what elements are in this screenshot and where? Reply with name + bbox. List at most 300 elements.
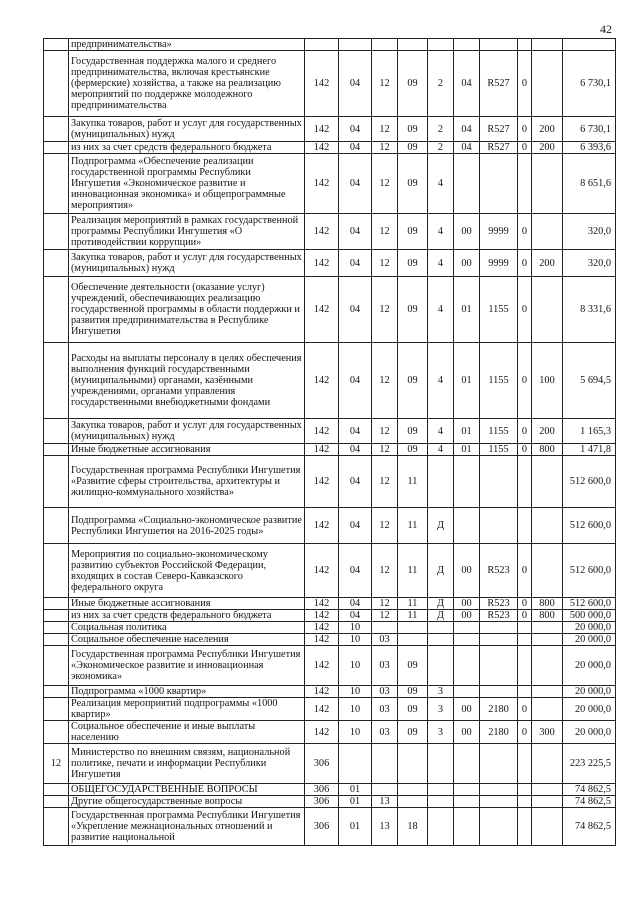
ministry-code-cell: 142 — [305, 142, 339, 154]
subsection-code-cell: 12 — [372, 508, 398, 544]
direction-code-cell — [480, 154, 518, 214]
direction-code-cell — [480, 686, 518, 698]
ministry-code-cell: 142 — [305, 456, 339, 508]
subprogram-code-cell — [428, 622, 454, 634]
expense-type-cell — [532, 39, 563, 51]
section-code-cell: 01 — [339, 808, 372, 846]
subsection-code-cell: 12 — [372, 250, 398, 277]
activity-code-cell: 01 — [454, 419, 480, 444]
direction-code-cell — [480, 808, 518, 846]
table-row — [44, 117, 616, 142]
subsection-code-cell — [372, 784, 398, 796]
table-row — [44, 142, 616, 154]
direction-code-cell: R527 — [480, 117, 518, 142]
expense-type-cell — [532, 784, 563, 796]
activity-code-cell — [454, 744, 480, 784]
subsection-code-cell: 12 — [372, 277, 398, 343]
row-name-cell: Расходы на выплаты персоналу в целях обеспечения выполнения функций государственными (муниципальными) органами, казёнными учреждениями, органами управления государственными внебюджетными фондами — [69, 343, 305, 419]
subsection-code-cell: 03 — [372, 698, 398, 721]
row-name-cell: Обеспечение деятельности (оказание услуг) учреждений, обеспечивающих реализацию государственной программы в области поддержки и развития предпринимательства в Республике Ингушетия — [69, 277, 305, 343]
activity-code-cell: 00 — [454, 598, 480, 610]
amount-cell: 512 600,0 — [563, 508, 616, 544]
extra-code-cell: 0 — [518, 610, 532, 622]
row-number-cell — [44, 610, 69, 622]
row-number-cell — [44, 808, 69, 846]
activity-code-cell — [454, 508, 480, 544]
row-name-cell: Закупка товаров, работ и услуг для государственных (муниципальных) нужд — [69, 117, 305, 142]
subsection-code-cell: 12 — [372, 610, 398, 622]
program-code-cell: 09 — [398, 117, 428, 142]
row-number-cell — [44, 698, 69, 721]
table-row — [44, 39, 616, 51]
extra-code-cell — [518, 634, 532, 646]
direction-code-cell — [480, 634, 518, 646]
activity-code-cell — [454, 154, 480, 214]
section-code-cell: 10 — [339, 646, 372, 686]
section-code-cell: 04 — [339, 117, 372, 142]
section-code-cell: 04 — [339, 51, 372, 117]
table-row — [44, 796, 616, 808]
row-name-cell: из них за счет средств федерального бюджета — [69, 142, 305, 154]
extra-code-cell — [518, 744, 532, 784]
amount-cell: 512 600,0 — [563, 544, 616, 598]
amount-cell: 20 000,0 — [563, 721, 616, 744]
expense-type-cell — [532, 51, 563, 117]
extra-code-cell — [518, 784, 532, 796]
table-row — [44, 456, 616, 508]
row-number-cell — [44, 646, 69, 686]
program-code-cell: 09 — [398, 250, 428, 277]
extra-code-cell: 0 — [518, 444, 532, 456]
subprogram-code-cell — [428, 646, 454, 686]
subsection-code-cell: 12 — [372, 419, 398, 444]
amount-cell: 5 694,5 — [563, 343, 616, 419]
activity-code-cell: 00 — [454, 250, 480, 277]
activity-code-cell — [454, 784, 480, 796]
table-row — [44, 622, 616, 634]
subsection-code-cell: 12 — [372, 142, 398, 154]
section-code-cell: 10 — [339, 686, 372, 698]
program-code-cell: 09 — [398, 154, 428, 214]
section-code-cell: 10 — [339, 698, 372, 721]
row-number-cell — [44, 686, 69, 698]
ministry-code-cell: 306 — [305, 744, 339, 784]
section-code-cell: 04 — [339, 508, 372, 544]
table-row — [44, 250, 616, 277]
ministry-code-cell: 142 — [305, 646, 339, 686]
amount-cell: 1 165,3 — [563, 419, 616, 444]
ministry-code-cell: 142 — [305, 343, 339, 419]
extra-code-cell: 0 — [518, 698, 532, 721]
expense-type-cell — [532, 808, 563, 846]
expense-type-cell — [532, 544, 563, 598]
table-row — [44, 277, 616, 343]
activity-code-cell: 04 — [454, 117, 480, 142]
page-number: 42 — [600, 22, 612, 36]
ministry-code-cell: 142 — [305, 444, 339, 456]
row-number-cell — [44, 250, 69, 277]
row-name-cell: Подпрограмма «Социально-экономическое развитие Республики Ингушетия на 2016-2025 годы» — [69, 508, 305, 544]
table-row — [44, 154, 616, 214]
subsection-code-cell: 12 — [372, 598, 398, 610]
subsection-code-cell: 12 — [372, 544, 398, 598]
program-code-cell: 09 — [398, 721, 428, 744]
activity-code-cell: 01 — [454, 277, 480, 343]
extra-code-cell — [518, 796, 532, 808]
subprogram-code-cell — [428, 39, 454, 51]
extra-code-cell — [518, 808, 532, 846]
subprogram-code-cell — [428, 784, 454, 796]
ministry-code-cell: 142 — [305, 419, 339, 444]
row-number-cell — [44, 51, 69, 117]
direction-code-cell: 1155 — [480, 277, 518, 343]
row-number-cell — [44, 39, 69, 51]
subprogram-code-cell — [428, 808, 454, 846]
expense-type-cell — [532, 622, 563, 634]
section-code-cell: 01 — [339, 784, 372, 796]
amount-cell: 500 000,0 — [563, 610, 616, 622]
direction-code-cell: 2180 — [480, 721, 518, 744]
subprogram-code-cell — [428, 796, 454, 808]
row-name-cell: из них за счет средств федерального бюджета — [69, 610, 305, 622]
subsection-code-cell: 12 — [372, 51, 398, 117]
subprogram-code-cell: Д — [428, 544, 454, 598]
subsection-code-cell — [372, 622, 398, 634]
direction-code-cell: R523 — [480, 610, 518, 622]
subprogram-code-cell: 3 — [428, 721, 454, 744]
table-row — [44, 721, 616, 744]
row-number-cell: 12 — [44, 744, 69, 784]
amount-cell: 20 000,0 — [563, 622, 616, 634]
ministry-code-cell: 142 — [305, 634, 339, 646]
table-row — [44, 808, 616, 846]
subsection-code-cell: 12 — [372, 117, 398, 142]
extra-code-cell — [518, 686, 532, 698]
subsection-code-cell: 12 — [372, 214, 398, 250]
program-code-cell — [398, 634, 428, 646]
row-number-cell — [44, 796, 69, 808]
amount-cell: 20 000,0 — [563, 634, 616, 646]
section-code-cell: 04 — [339, 154, 372, 214]
row-name-cell: Реализация мероприятий в рамках государственной программы Республики Ингушетия «О противодействии коррупции» — [69, 214, 305, 250]
row-name-cell: Подпрограмма «Обеспечение реализации государственной программы Республики Ингушетия «Экономическое развитие и инновационная экономика» и общепрограммные мероприятия» — [69, 154, 305, 214]
expense-type-cell: 800 — [532, 444, 563, 456]
table-row — [44, 343, 616, 419]
table-row — [44, 508, 616, 544]
program-code-cell — [398, 744, 428, 784]
program-code-cell — [398, 39, 428, 51]
activity-code-cell: 00 — [454, 544, 480, 598]
program-code-cell — [398, 784, 428, 796]
expense-type-cell — [532, 646, 563, 686]
activity-code-cell: 01 — [454, 444, 480, 456]
direction-code-cell: 1155 — [480, 419, 518, 444]
activity-code-cell: 00 — [454, 610, 480, 622]
program-code-cell: 11 — [398, 544, 428, 598]
expense-type-cell — [532, 456, 563, 508]
extra-code-cell: 0 — [518, 419, 532, 444]
activity-code-cell — [454, 456, 480, 508]
row-name-cell: Другие общегосударственные вопросы — [69, 796, 305, 808]
amount-cell: 320,0 — [563, 250, 616, 277]
activity-code-cell — [454, 634, 480, 646]
ministry-code-cell: 142 — [305, 277, 339, 343]
program-code-cell: 09 — [398, 646, 428, 686]
expense-type-cell: 300 — [532, 721, 563, 744]
section-code-cell: 04 — [339, 214, 372, 250]
amount-cell: 74 862,5 — [563, 784, 616, 796]
section-code-cell: 04 — [339, 277, 372, 343]
subprogram-code-cell — [428, 634, 454, 646]
row-name-cell: Социальная политика — [69, 622, 305, 634]
amount-cell: 20 000,0 — [563, 698, 616, 721]
expense-type-cell: 200 — [532, 117, 563, 142]
activity-code-cell: 00 — [454, 721, 480, 744]
row-name-cell: Иные бюджетные ассигнования — [69, 444, 305, 456]
section-code-cell: 10 — [339, 622, 372, 634]
expense-type-cell — [532, 634, 563, 646]
subprogram-code-cell: 4 — [428, 250, 454, 277]
extra-code-cell — [518, 646, 532, 686]
expense-type-cell — [532, 214, 563, 250]
subprogram-code-cell: Д — [428, 598, 454, 610]
amount-cell: 1 471,8 — [563, 444, 616, 456]
expense-type-cell — [532, 508, 563, 544]
amount-cell — [563, 39, 616, 51]
direction-code-cell: R527 — [480, 51, 518, 117]
extra-code-cell: 0 — [518, 721, 532, 744]
row-name-cell: ОБЩЕГОСУДАРСТВЕННЫЕ ВОПРОСЫ — [69, 784, 305, 796]
section-code-cell: 04 — [339, 610, 372, 622]
amount-cell: 8 651,6 — [563, 154, 616, 214]
section-code-cell — [339, 39, 372, 51]
subprogram-code-cell — [428, 744, 454, 784]
ministry-code-cell: 142 — [305, 154, 339, 214]
activity-code-cell — [454, 686, 480, 698]
row-number-cell — [44, 419, 69, 444]
row-name-cell: Социальное обеспечение и иные выплаты населению — [69, 721, 305, 744]
row-name-cell: Государственная поддержка малого и среднего предпринимательства, включая крестьянские (фермерские) хозяйства, а также на реализацию мероприятий по поддержке молодежного предпринимательства — [69, 51, 305, 117]
program-code-cell — [398, 796, 428, 808]
section-code-cell: 04 — [339, 250, 372, 277]
subsection-code-cell: 03 — [372, 646, 398, 686]
section-code-cell: 04 — [339, 544, 372, 598]
expense-type-cell — [532, 796, 563, 808]
ministry-code-cell: 142 — [305, 214, 339, 250]
subsection-code-cell: 03 — [372, 721, 398, 744]
extra-code-cell: 0 — [518, 250, 532, 277]
ministry-code-cell: 142 — [305, 117, 339, 142]
extra-code-cell: 0 — [518, 214, 532, 250]
direction-code-cell — [480, 646, 518, 686]
amount-cell: 6 393,6 — [563, 142, 616, 154]
row-number-cell — [44, 142, 69, 154]
row-name-cell: Министерство по внешним связям, национальной политике, печати и информации Республики Ингушетия — [69, 744, 305, 784]
table-row — [44, 686, 616, 698]
program-code-cell: 11 — [398, 610, 428, 622]
direction-code-cell: R523 — [480, 598, 518, 610]
expense-type-cell — [532, 698, 563, 721]
amount-cell: 6 730,1 — [563, 117, 616, 142]
activity-code-cell: 04 — [454, 51, 480, 117]
expense-type-cell: 200 — [532, 142, 563, 154]
activity-code-cell — [454, 39, 480, 51]
row-number-cell — [44, 214, 69, 250]
table-row — [44, 646, 616, 686]
subsection-code-cell: 12 — [372, 444, 398, 456]
row-name-cell: Закупка товаров, работ и услуг для государственных (муниципальных) нужд — [69, 250, 305, 277]
ministry-code-cell — [305, 39, 339, 51]
row-name-cell: Иные бюджетные ассигнования — [69, 598, 305, 610]
row-name-cell: Реализация мероприятий подпрограммы «1000 квартир» — [69, 698, 305, 721]
program-code-cell: 18 — [398, 808, 428, 846]
extra-code-cell: 0 — [518, 51, 532, 117]
direction-code-cell: 2180 — [480, 698, 518, 721]
row-number-cell — [44, 456, 69, 508]
row-name-cell: Подпрограмма «1000 квартир» — [69, 686, 305, 698]
program-code-cell: 09 — [398, 277, 428, 343]
section-code-cell: 01 — [339, 796, 372, 808]
section-code-cell: 10 — [339, 721, 372, 744]
activity-code-cell — [454, 622, 480, 634]
program-code-cell: 09 — [398, 686, 428, 698]
extra-code-cell: 0 — [518, 343, 532, 419]
subprogram-code-cell: 4 — [428, 343, 454, 419]
program-code-cell: 09 — [398, 343, 428, 419]
table-row — [44, 610, 616, 622]
ministry-code-cell: 306 — [305, 796, 339, 808]
expense-type-cell — [532, 277, 563, 343]
table-body — [44, 39, 616, 846]
direction-code-cell — [480, 744, 518, 784]
section-code-cell: 04 — [339, 444, 372, 456]
extra-code-cell — [518, 508, 532, 544]
extra-code-cell: 0 — [518, 277, 532, 343]
ministry-code-cell: 142 — [305, 610, 339, 622]
program-code-cell — [398, 622, 428, 634]
row-number-cell — [44, 784, 69, 796]
amount-cell: 512 600,0 — [563, 598, 616, 610]
expense-type-cell: 800 — [532, 598, 563, 610]
ministry-code-cell: 306 — [305, 784, 339, 796]
amount-cell: 20 000,0 — [563, 646, 616, 686]
activity-code-cell: 00 — [454, 698, 480, 721]
row-number-cell — [44, 721, 69, 744]
table-row — [44, 419, 616, 444]
row-number-cell — [44, 277, 69, 343]
section-code-cell: 04 — [339, 343, 372, 419]
program-code-cell: 09 — [398, 444, 428, 456]
ministry-code-cell: 306 — [305, 808, 339, 846]
amount-cell: 512 600,0 — [563, 456, 616, 508]
program-code-cell: 11 — [398, 508, 428, 544]
subprogram-code-cell: 3 — [428, 686, 454, 698]
extra-code-cell: 0 — [518, 142, 532, 154]
row-number-cell — [44, 598, 69, 610]
subprogram-code-cell — [428, 456, 454, 508]
extra-code-cell: 0 — [518, 117, 532, 142]
budget-table — [43, 38, 616, 846]
subprogram-code-cell: 4 — [428, 419, 454, 444]
table-row — [44, 51, 616, 117]
row-name-cell: Государственная программа Республики Ингушетия «Экономическое развитие и инновационная экономика» — [69, 646, 305, 686]
activity-code-cell: 01 — [454, 343, 480, 419]
subprogram-code-cell: Д — [428, 610, 454, 622]
activity-code-cell: 04 — [454, 142, 480, 154]
subprogram-code-cell: 4 — [428, 154, 454, 214]
subprogram-code-cell: 2 — [428, 117, 454, 142]
table-row — [44, 444, 616, 456]
section-code-cell: 04 — [339, 598, 372, 610]
row-name-cell: предпринимательства» — [69, 39, 305, 51]
expense-type-cell: 100 — [532, 343, 563, 419]
ministry-code-cell: 142 — [305, 250, 339, 277]
extra-code-cell — [518, 456, 532, 508]
direction-code-cell — [480, 784, 518, 796]
row-number-cell — [44, 508, 69, 544]
program-code-cell: 09 — [398, 51, 428, 117]
ministry-code-cell: 142 — [305, 698, 339, 721]
subsection-code-cell: 12 — [372, 154, 398, 214]
subprogram-code-cell: Д — [428, 508, 454, 544]
direction-code-cell: 9999 — [480, 250, 518, 277]
direction-code-cell: R523 — [480, 544, 518, 598]
direction-code-cell: R527 — [480, 142, 518, 154]
amount-cell: 8 331,6 — [563, 277, 616, 343]
activity-code-cell: 00 — [454, 214, 480, 250]
section-code-cell: 04 — [339, 142, 372, 154]
section-code-cell: 04 — [339, 419, 372, 444]
subprogram-code-cell: 4 — [428, 214, 454, 250]
subsection-code-cell — [372, 39, 398, 51]
ministry-code-cell: 142 — [305, 51, 339, 117]
subsection-code-cell: 12 — [372, 343, 398, 419]
row-number-cell — [44, 622, 69, 634]
row-name-cell: Закупка товаров, работ и услуг для государственных (муниципальных) нужд — [69, 419, 305, 444]
subprogram-code-cell: 2 — [428, 142, 454, 154]
amount-cell: 74 862,5 — [563, 796, 616, 808]
subsection-code-cell — [372, 744, 398, 784]
direction-code-cell — [480, 456, 518, 508]
table-row — [44, 784, 616, 796]
direction-code-cell: 9999 — [480, 214, 518, 250]
amount-cell: 20 000,0 — [563, 686, 616, 698]
subsection-code-cell: 13 — [372, 808, 398, 846]
expense-type-cell: 800 — [532, 610, 563, 622]
subprogram-code-cell: 4 — [428, 444, 454, 456]
program-code-cell: 09 — [398, 214, 428, 250]
row-number-cell — [44, 343, 69, 419]
extra-code-cell: 0 — [518, 598, 532, 610]
subprogram-code-cell: 3 — [428, 698, 454, 721]
row-name-cell: Государственная программа Республики Ингушетия «Укрепление межнациональных отношений и развитие национальной — [69, 808, 305, 846]
row-name-cell: Социальное обеспечение населения — [69, 634, 305, 646]
ministry-code-cell: 142 — [305, 721, 339, 744]
row-number-cell — [44, 154, 69, 214]
expense-type-cell: 200 — [532, 419, 563, 444]
row-name-cell: Мероприятия по социально-экономическому развитию субъектов Российской Федерации, входящих в состав Северо-Кавказского федерального округа — [69, 544, 305, 598]
amount-cell: 223 225,5 — [563, 744, 616, 784]
subsection-code-cell: 13 — [372, 796, 398, 808]
amount-cell: 6 730,1 — [563, 51, 616, 117]
section-code-cell: 10 — [339, 634, 372, 646]
subprogram-code-cell: 4 — [428, 277, 454, 343]
extra-code-cell — [518, 39, 532, 51]
row-number-cell — [44, 444, 69, 456]
extra-code-cell — [518, 622, 532, 634]
direction-code-cell: 1155 — [480, 343, 518, 419]
ministry-code-cell: 142 — [305, 544, 339, 598]
